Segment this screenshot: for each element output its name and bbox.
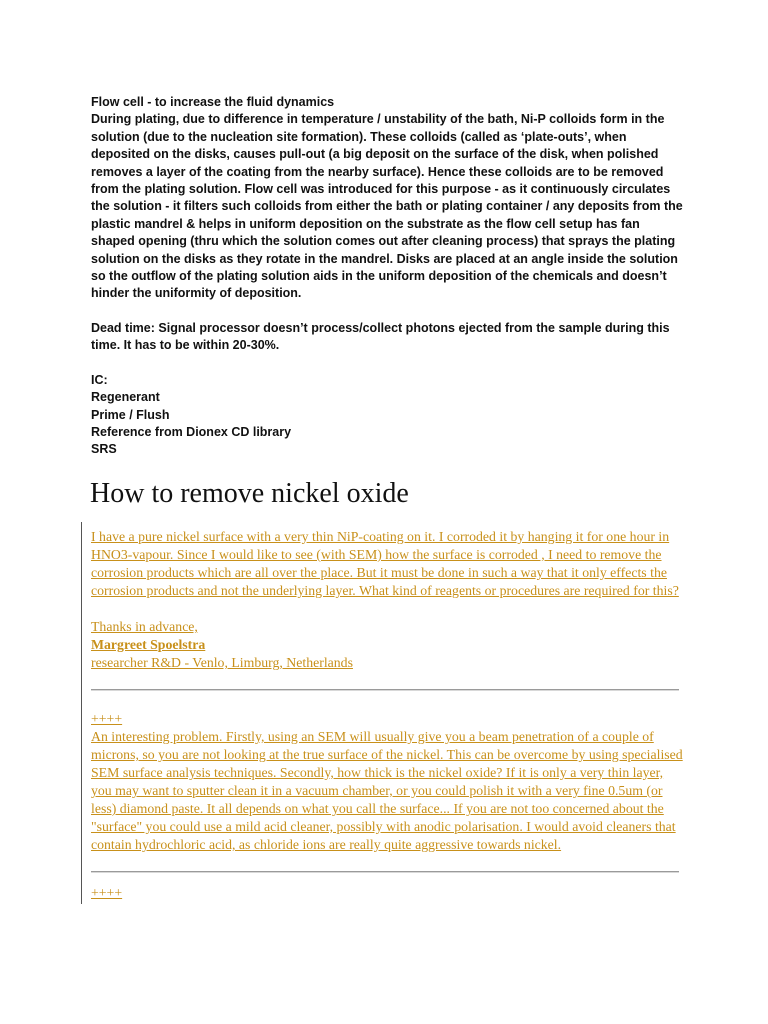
forum-thread xyxy=(81,522,682,904)
notes-section xyxy=(91,94,683,459)
ic-label: IC: xyxy=(91,372,108,387)
dead-time-body: Signal processor doesn’t process/collect photons ejected from the sample during this time. It has to be within 20-30%. xyxy=(91,320,670,353)
ic-item: Regenerant xyxy=(91,390,160,405)
author-role-link[interactable]: researcher R&D - Venlo, Limburg, Netherlands xyxy=(91,655,353,670)
answer-post xyxy=(91,710,683,854)
ic-item: Reference from Dionex CD library xyxy=(91,424,292,439)
article-title: How to remove nickel oxide xyxy=(90,478,409,509)
answer-text[interactable]: An interesting problem. Firstly, using an SEM will usually give you a beam penetration of a couple of microns, so you are not looking at the true surface of the nickel. This can be overcome by using specialised SEM surface analysis techniques. Secondly, how thick is the nickel oxide? If it is only a very thin layer, you may want to sputter clean it in a vacuum chamber, or you could polish it with a very fine 0.5um (or less) diamond paste. It all depends on what you call the surface... If you are not too concerned about the "surface" you could use a mild acid cleaner, possibly with anodic polarisation. I would avoid cleaners that contain hydrochloric acid, as chloride ions are really quite aggressive towards nickel. xyxy=(91,729,683,852)
flow-cell-body: During plating, due to difference in temperature / unstability of the bath, Ni-P colloids form in the solution (due to the nucleation site formation). These colloids (called as ‘plate-outs’, when deposited on the disks, causes pull-out (a big deposit on the surface of the disk, when polished removes a layer of the coating from the nearby surface). Hence these colloids are to be removed from the plating solution. Flow cell was introduced for this purpose - as it continuously circulates the solution - it filters such colloids from either the bath or plating container / any deposits from the plastic mandrel & helps in uniform deposition on the substrate as the flow cell setup has fan shaped opening (thru which the solution comes out after cleaning process) that sprays the plating solution on the disks as they rotate in the mandrel. Disks are placed at an angle inside the solution so the outflow of the plating solution aids in the uniform deposition of the chemicals and doesn’t hinder the uniformity of deposition. xyxy=(91,112,683,301)
ic-item: Prime / Flush xyxy=(91,407,170,422)
dead-time-paragraph xyxy=(91,320,683,355)
post-divider xyxy=(91,689,679,691)
separator-link[interactable]: ++++ xyxy=(91,885,123,900)
question-text[interactable]: I have a pure nickel surface with a very thin NiP-coating on it. I corroded it by hanging it for one hour in HNO3-vapour. Since I would like to see (with SEM) how the surface is corroded , I need to remove the corrosion products which are all over the place. But it must be done in such a way that it only effects the corrosion products and not the underlying layer. What kind of reagents or procedures are required for this? xyxy=(91,529,679,598)
author-name-link[interactable]: Margreet Spoelstra xyxy=(91,637,206,652)
thanks-text[interactable]: Thanks in advance, xyxy=(91,619,198,634)
separator-link[interactable]: ++++ xyxy=(91,711,123,726)
flow-cell-title: Flow cell - to increase the fluid dynamics xyxy=(91,95,335,109)
next-post xyxy=(91,884,683,902)
question-post xyxy=(91,528,683,672)
ic-item: SRS xyxy=(91,442,117,457)
post-divider xyxy=(91,871,679,873)
dead-time-label: Dead time: xyxy=(91,320,155,335)
